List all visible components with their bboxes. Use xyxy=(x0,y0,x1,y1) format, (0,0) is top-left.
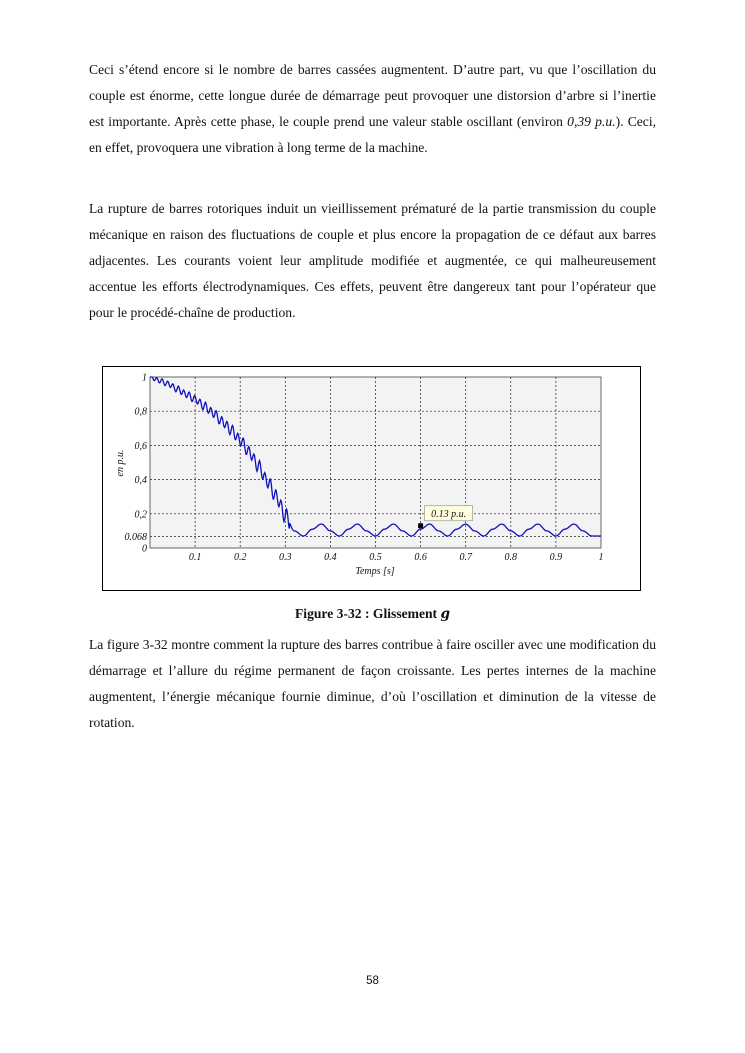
paragraph-3: La figure 3-32 montre comment la rupture des barres contribue à faire osciller avec une modification du démarrage et l’allure du régime permanent de façon croissante. Les pertes internes de la machine augmentent, l’énergie mécanique fournie diminue, d’où l’oscillation et diminution de la vitesse de rotation. xyxy=(89,637,656,730)
y-tick-label: 0 xyxy=(142,543,147,555)
figure-caption-symbol: g xyxy=(440,606,450,622)
datatip-marker xyxy=(418,523,423,528)
x-tick-label: 0.8 xyxy=(504,552,518,563)
x-tick-label: 0.9 xyxy=(549,552,563,563)
figure-frame xyxy=(102,366,641,591)
y-axis-label: en p.u. xyxy=(115,449,126,477)
x-tick-label: 0.4 xyxy=(324,552,337,563)
paragraph-1 xyxy=(89,57,656,161)
slip-chart xyxy=(103,367,642,592)
paragraph-1-text-c: ). Ceci, en effet, provoquera une vibration à long terme de la machine. xyxy=(89,114,657,155)
y-tick-label: 0,4 xyxy=(134,475,147,487)
datatip-label: 0.13 p.u. xyxy=(431,508,467,520)
x-tick-label: 0.2 xyxy=(233,552,247,563)
y-tick-label: 0,8 xyxy=(134,406,147,418)
figure-caption xyxy=(0,606,745,622)
figure-caption-text: Figure 3-32 : Glissement xyxy=(295,606,441,621)
y-tick-label: 0,2 xyxy=(134,509,147,521)
paragraph-2: La rupture de barres rotoriques induit un vieillissement prématuré de la partie transmission du couple mécanique en raison des fluctuations de couple et plus encore la propagation de ce défaut aux barres adjacentes. Les courants voient leur amplitude modifiée et augmentée, ce qui malheureusement accentue les efforts électrodynamiques. Ces effets, peuvent être dangereux tant pour l’opérateur que pour le procédé-chaîne de production. xyxy=(89,201,656,320)
paragraph-1-text-a: Ceci s’étend encore si le nombre de barres cassées augmentent. D’autre part, vu que l’oscillation du couple est énorme, cette longue durée de démarrage peut provoquer une distorsion d’arbre si l’inertie est importante. Après cette phase, le couple prend une valeur stable oscillant (environ xyxy=(89,62,656,129)
x-tick-label: 1 xyxy=(598,552,604,563)
paragraph-1-value: 0,39 p.u. xyxy=(567,114,616,129)
page-number: 58 xyxy=(366,975,379,987)
x-tick-label: 0.1 xyxy=(188,552,202,563)
x-tick-label: 0.6 xyxy=(414,552,427,563)
x-axis-label: Temps [s] xyxy=(355,566,395,577)
x-tick-label: 0.7 xyxy=(459,552,472,563)
y-tick-label: 0,6 xyxy=(134,440,147,452)
x-tick-label: 0.5 xyxy=(369,552,382,563)
y-tick-label: 0.068 xyxy=(124,531,147,543)
y-tick-label: 1 xyxy=(142,372,147,384)
x-tick-label: 0.3 xyxy=(279,552,292,563)
